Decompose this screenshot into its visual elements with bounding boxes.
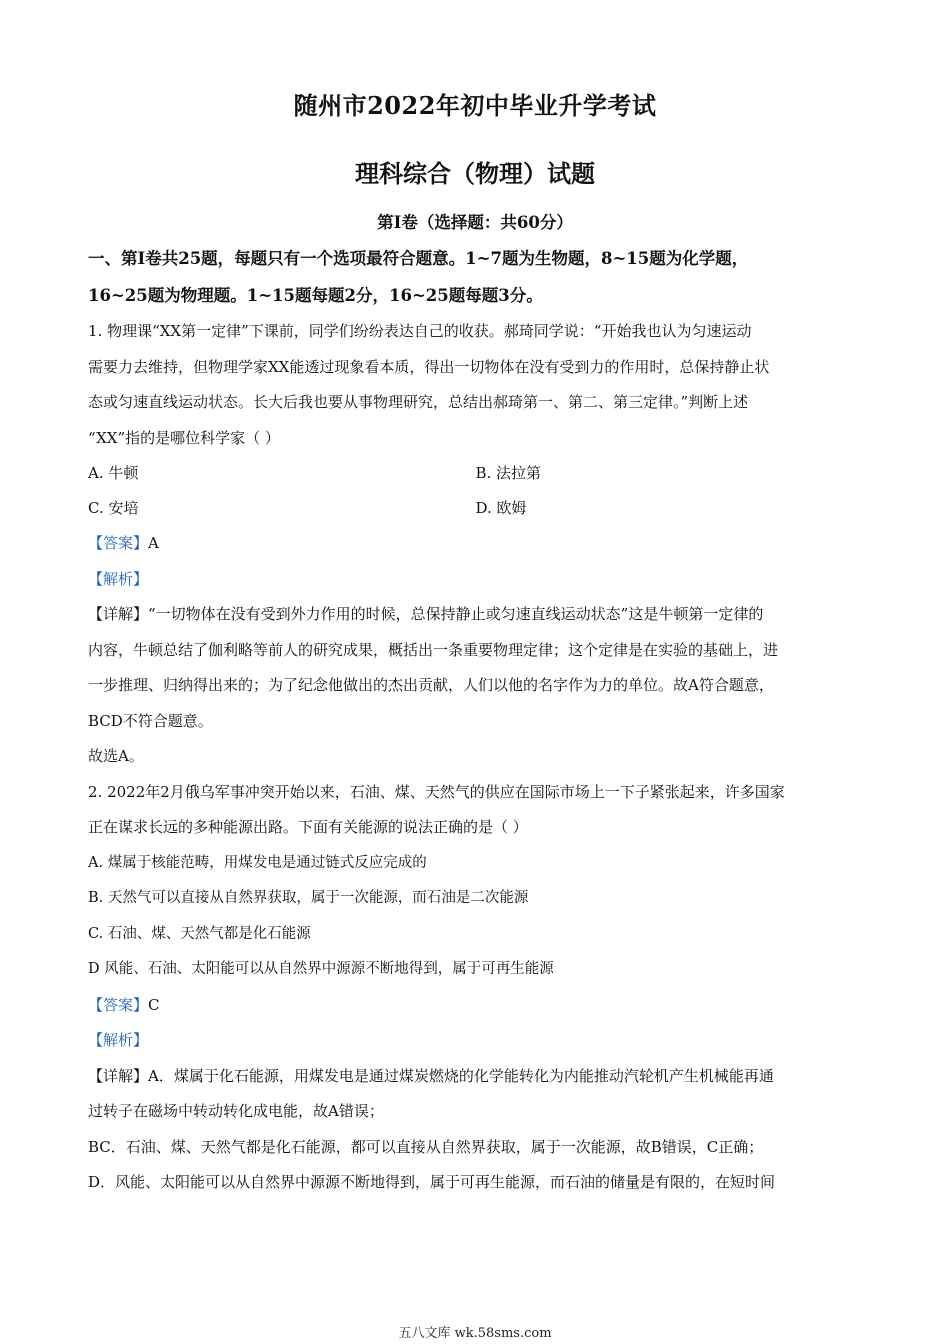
q1-detail-line: 内容，牛顿总结了伽利略等前人的研究成果，概括出一条重要物理定律；这个定律是在实验的基础上，进 [88, 640, 779, 659]
q1-stem-line: “XX”指的是哪位科学家（ ） [88, 428, 280, 447]
answer-value: C [148, 995, 160, 1014]
q1-options-row [88, 491, 863, 526]
q1-analysis-tag: 【解析】 [88, 569, 149, 588]
q1-options-row [88, 456, 863, 491]
q2-option-a: A. 煤属于核能范畴，用煤发电是通过链式反应完成的 [88, 854, 427, 871]
detail-tag: 【详解】 [88, 1066, 149, 1085]
q2-detail-line: 过转子在磁场中转动转化成电能，故A错误； [88, 1102, 384, 1120]
q1-answer [88, 526, 863, 562]
q1-stem-line: 需要力去维持，但物理学家XX能透过现象看本质，得出一切物体在没有受到力的作用时，总保持静止状 [88, 357, 770, 376]
q1-option-d: D. 欧姆 [475, 499, 527, 517]
q2-detail-line: D．风能、太阳能可以从自然界中源源不断地得到，属于可再生能源，而石油的储量是有限的，在短时间 [88, 1173, 776, 1191]
exam-subtitle: 理科综合（物理）试题 [355, 159, 595, 188]
detail-tag: 【详解】 [88, 605, 149, 623]
q2-answer [88, 988, 863, 1024]
q1-detail-line [88, 597, 863, 633]
q1-detail-line: 一步推理、归纳得出来的；为了纪念他做出的杰出贡献，人们以他的名字作为力的单位。故A符合题意， [88, 676, 774, 694]
q1-detail-line: BCD不符合题意。 [88, 711, 213, 730]
answer-value: A [148, 534, 159, 552]
q1-option-c: C. 安培 [88, 499, 139, 517]
section-heading: 第I卷（选择题：共60分） [377, 213, 573, 232]
q2-option-d: D 风能、石油、太阳能可以从自然界中源源不断地得到，属于可再生能源 [88, 961, 554, 977]
instruction-line: 一、第I卷共25题，每题只有一个选项最符合题意。1~7题为生物题，8~15题为化学题， [88, 249, 749, 268]
q1-conclusion: 故选A。 [88, 747, 144, 765]
answer-tag: 【答案】 [88, 534, 149, 552]
q2-option-c: C. 石油、煤、天然气都是化石能源 [88, 925, 311, 942]
q2-detail-line [88, 1059, 863, 1095]
q1-stem-line: 态或匀速直线运动状态。长大后我也要从事物理研究，总结出郝琦第一、第二、第三定律。”判断上述 [88, 393, 749, 411]
q2-analysis-tag: 【解析】 [88, 1031, 149, 1049]
answer-tag: 【答案】 [88, 995, 149, 1014]
q1-stem-line: 1. 物理课“XX第一定律”下课前，同学们纷纷表达自己的收获。郝琦同学说：“开始我也认为匀速运动 [88, 322, 752, 340]
exam-title: 随州市2022年初中毕业升学考试 [293, 91, 657, 120]
q2-detail-line: BC．石油、煤、天然气都是化石能源，都可以直接从自然界获取，属于一次能源，故B错误，C正确； [88, 1137, 764, 1156]
q1-option-a: A. 牛顿 [88, 464, 139, 482]
q2-stem-line: 2. 2022年2月俄乌军事冲突开始以来，石油、煤、天然气的供应在国际市场上一下子紧张起来，许多国家 [88, 782, 785, 801]
q2-option-b: B. 天然气可以直接从自然界获取，属于一次能源，而石油是二次能源 [88, 890, 529, 906]
detail-text: A．煤属于化石能源，用煤发电是通过煤炭燃烧的化学能转化为内能推动汽轮机产生机械能再通 [148, 1066, 774, 1085]
exam-content [88, 240, 863, 1201]
q1-option-b: B. 法拉第 [475, 464, 542, 482]
instruction-line: 16~25题为物理题。1~15题每题2分，16~25题每题3分。 [88, 286, 543, 305]
q2-stem-line: 正在谋求长远的多种能源出路。下面有关能源的说法正确的是（ ） [88, 818, 528, 836]
footer-watermark: 五八文库 wk.58sms.com [398, 1326, 552, 1341]
detail-text: “一切物体在没有受到外力作用的时候，总保持静止或匀速直线运动状态”这是牛顿第一定律的 [148, 605, 764, 623]
